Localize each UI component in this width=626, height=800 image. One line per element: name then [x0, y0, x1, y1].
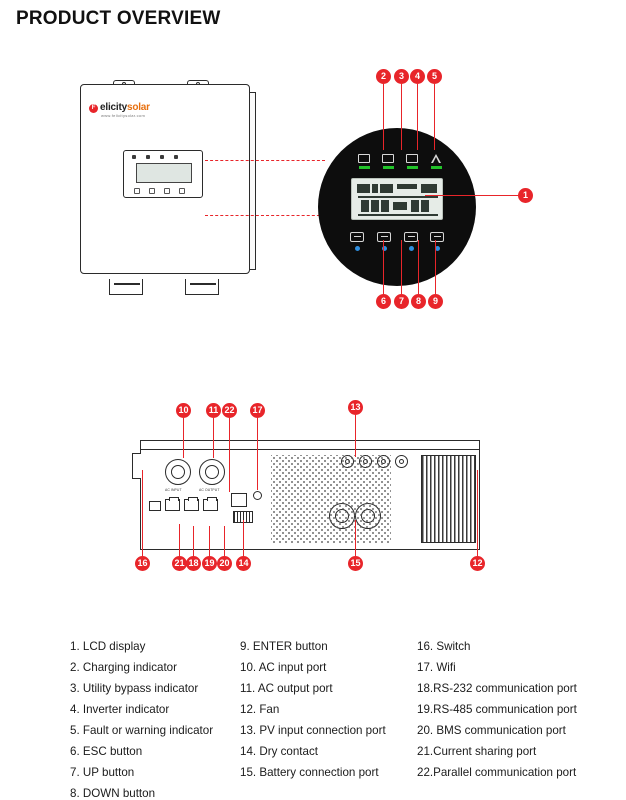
callout-21-line	[179, 524, 180, 556]
legend-item: 15. Battery connection port	[240, 766, 379, 779]
fault-warning-indicator-led	[430, 154, 442, 164]
callout-16: 16	[135, 556, 150, 571]
lcd-display	[136, 163, 192, 183]
legend-item: 3. Utility bypass indicator	[70, 682, 199, 695]
callout-15-line	[355, 520, 356, 556]
callout-19-line	[209, 526, 210, 556]
brand-name-2: solar	[126, 102, 150, 113]
page-title: PRODUCT OVERVIEW	[16, 8, 221, 29]
callout-8: 8	[411, 294, 426, 309]
legend-item: 21.Current sharing port	[417, 745, 537, 758]
led-row	[132, 155, 196, 159]
legend-item: 18.RS-232 communication port	[417, 682, 577, 695]
callout-22-line	[229, 418, 230, 492]
esc-button-zoom[interactable]	[350, 232, 364, 251]
callout-1-line	[425, 195, 518, 196]
callout-2-line	[383, 84, 384, 150]
callout-6-line	[383, 240, 384, 294]
legend-column-3	[417, 636, 626, 783]
zoom-connector-top	[205, 160, 325, 161]
legend-item: 1. LCD display	[70, 640, 146, 653]
ventilation-grille	[271, 455, 391, 543]
callout-19: 19	[202, 556, 217, 571]
legend-column-1	[70, 636, 230, 800]
callout-14: 14	[236, 556, 251, 571]
legend-item: 16. Switch	[417, 640, 471, 653]
callout-3-line	[401, 84, 402, 150]
inverter-led	[160, 155, 164, 159]
callout-15: 15	[348, 556, 363, 571]
legend-item: 12. Fan	[240, 703, 280, 716]
legend-column-2	[240, 636, 400, 783]
callout-10-line	[183, 418, 184, 458]
inverter-side-panel	[250, 92, 256, 270]
enter-button-zoom[interactable]	[430, 232, 444, 251]
switch-port[interactable]	[132, 453, 141, 479]
utility-bypass-indicator-led	[382, 154, 394, 164]
legend-item: 2. Charging indicator	[70, 661, 177, 674]
legend-item: 8. DOWN button	[70, 787, 156, 800]
legend-item: 6. ESC button	[70, 745, 143, 758]
legend-item: 22.Parallel communication port	[417, 766, 577, 779]
ac-output-port[interactable]	[199, 459, 225, 485]
legend-item: 14. Dry contact	[240, 745, 318, 758]
wall-mounted-inverter-illustration	[75, 80, 255, 295]
ac-output-label: AC OUTPUT	[199, 488, 220, 492]
rear-top-strip	[141, 441, 479, 450]
callout-20: 20	[217, 556, 232, 571]
legend-item: 20. BMS communication port	[417, 724, 566, 737]
callout-10: 10	[176, 403, 191, 418]
callout-5: 5	[427, 69, 442, 84]
legend-item: 19.RS-485 communication port	[417, 703, 577, 716]
callout-7-line	[401, 240, 402, 294]
legend-item: 10. AC input port	[240, 661, 327, 674]
callout-3: 3	[394, 69, 409, 84]
rs232-communication-port[interactable]	[165, 499, 180, 511]
legend-item: 7. UP button	[70, 766, 135, 779]
callout-14-line	[243, 520, 244, 556]
callout-9-line	[435, 240, 436, 294]
up-button[interactable]	[149, 188, 155, 194]
up-button-zoom[interactable]	[377, 232, 391, 251]
charging-led	[132, 155, 136, 159]
current-sharing-port[interactable]	[149, 501, 161, 511]
legend-item: 13. PV input connection port	[240, 724, 386, 737]
callout-1: 1	[518, 188, 533, 203]
button-row	[134, 188, 194, 194]
callout-6: 6	[376, 294, 391, 309]
callout-21: 21	[172, 556, 187, 571]
brand-subtitle: www.felicitysolar.com	[101, 113, 146, 118]
bms-communication-port[interactable]	[203, 499, 218, 511]
callout-11: 11	[206, 403, 221, 418]
front-panel-zoom	[318, 128, 476, 286]
ac-input-label: AC INPUT	[165, 488, 182, 492]
callout-22: 22	[222, 403, 237, 418]
lcd-display-zoom	[351, 178, 443, 220]
callout-2: 2	[376, 69, 391, 84]
zoom-connector-bottom	[205, 215, 325, 216]
bottom-bracket-right	[185, 279, 219, 295]
pv-input-terminal-4[interactable]	[395, 455, 408, 468]
callout-12: 12	[470, 556, 485, 571]
fan-heatsink	[421, 455, 476, 543]
callout-11-line	[213, 418, 214, 458]
down-button-zoom[interactable]	[404, 232, 418, 251]
callout-7: 7	[394, 294, 409, 309]
callout-20-line	[224, 526, 225, 556]
callout-16-line	[142, 470, 143, 556]
callout-9: 9	[428, 294, 443, 309]
legend-item: 17. Wifi	[417, 661, 456, 674]
callout-13: 13	[348, 400, 363, 415]
enter-button[interactable]	[179, 188, 185, 194]
callout-8-line	[418, 240, 419, 294]
parallel-communication-port[interactable]	[231, 493, 247, 507]
callout-13-line	[355, 415, 356, 457]
indicator-led-row	[358, 154, 438, 170]
fault-warning-led	[174, 155, 178, 159]
down-button[interactable]	[164, 188, 170, 194]
inverter-indicator-led	[406, 154, 418, 164]
charging-indicator-led	[358, 154, 370, 164]
brand-name: elicity	[100, 102, 127, 113]
callout-5-line	[434, 84, 435, 150]
utility-bypass-led	[146, 155, 150, 159]
rear-panel-illustration	[140, 440, 480, 550]
callout-18-line	[193, 526, 194, 556]
ac-input-port[interactable]	[165, 459, 191, 485]
callout-18: 18	[186, 556, 201, 571]
legend-item: 9. ENTER button	[240, 640, 328, 653]
bottom-bracket-left	[109, 279, 143, 295]
brand-logo	[89, 102, 150, 113]
callout-4: 4	[410, 69, 425, 84]
control-button-row	[350, 232, 444, 254]
callout-17-line	[257, 418, 258, 490]
esc-button[interactable]	[134, 188, 140, 194]
callout-4-line	[417, 84, 418, 150]
wifi-port[interactable]	[253, 491, 262, 500]
callout-17: 17	[250, 403, 265, 418]
legend-item: 11. AC output port	[240, 682, 333, 695]
front-control-panel	[123, 150, 203, 198]
brand-mark-icon: F	[89, 104, 98, 113]
callout-12-line	[477, 470, 478, 556]
legend-item: 4. Inverter indicator	[70, 703, 170, 716]
rs485-communication-port[interactable]	[184, 499, 199, 511]
legend-item: 5. Fault or warning indicator	[70, 724, 214, 737]
